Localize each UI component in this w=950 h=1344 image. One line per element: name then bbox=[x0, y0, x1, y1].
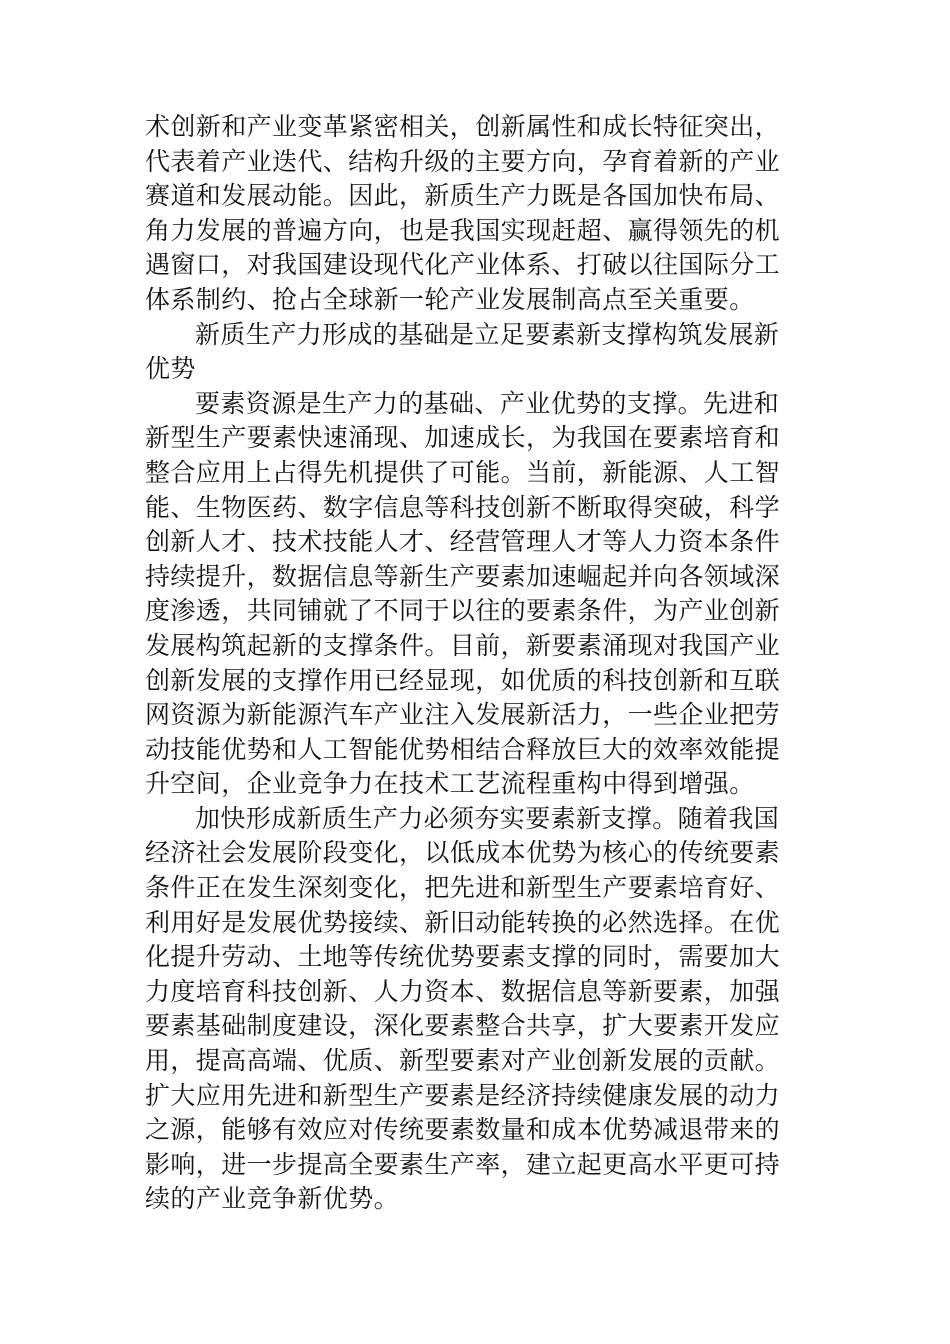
text-line: 力度培育科技创新、人力资本、数据信息等新要素，加强 bbox=[145, 976, 781, 1006]
text-line: 影响，进一步提高全要素生产率，建立起更高水平更可持 bbox=[145, 1149, 781, 1179]
text-line: 用，提高高端、优质、新型要素对产业创新发展的贡献。 bbox=[145, 1046, 781, 1076]
document-body bbox=[145, 110, 810, 1217]
text-line: 创新发展的支撑作用已经显现，如优质的科技创新和互联 bbox=[145, 665, 781, 695]
text-line: 持续提升，数据信息等新生产要素加速崛起并向各领域深 bbox=[145, 561, 781, 591]
text-line: 化提升劳动、土地等传统优势要素支撑的同时，需要加大 bbox=[145, 942, 781, 972]
paragraph-first-line: 加快形成新质生产力必须夯实要素新支撑。随着我国 bbox=[195, 803, 780, 833]
text-line: 角力发展的普遍方向，也是我国实现赶超、赢得领先的机 bbox=[145, 215, 781, 245]
text-line: 体系制约、抢占全球新一轮产业发展制高点至关重要。 bbox=[145, 284, 755, 314]
text-line: 优势 bbox=[145, 354, 196, 384]
text-line: 要素基础制度建设，深化要素整合共享，扩大要素开发应 bbox=[145, 1011, 781, 1041]
text-line: 度渗透，共同铺就了不同于以往的要素条件，为产业创新 bbox=[145, 596, 781, 626]
text-line: 赛道和发展动能。因此，新质生产力既是各国加快布局、 bbox=[145, 181, 781, 211]
text-line: 术创新和产业变革紧密相关，创新属性和成长特征突出， bbox=[145, 112, 781, 141]
text-line: 能、生物医药、数字信息等科技创新不断取得突破，科学 bbox=[145, 492, 781, 522]
text-line: 创新人才、技术技能人才、经营管理人才等人力资本条件 bbox=[145, 527, 781, 557]
text-line: 遇窗口，对我国建设现代化产业体系、打破以往国际分工 bbox=[145, 250, 781, 280]
text-line: 动技能优势和人工智能优势相结合释放巨大的效率效能提 bbox=[145, 734, 781, 764]
text-line: 利用好是发展优势接续、新旧动能转换的必然选择。在优 bbox=[145, 907, 781, 937]
text-line: 发展构筑起新的支撑条件。目前，新要素涌现对我国产业 bbox=[145, 630, 781, 660]
text-line: 网资源为新能源汽车产业注入发展新活力，一些企业把劳 bbox=[145, 700, 781, 730]
text-line: 扩大应用先进和新型生产要素是经济持续健康发展的动力 bbox=[145, 1080, 781, 1110]
text-line: 之源，能够有效应对传统要素数量和成本优势减退带来的 bbox=[145, 1115, 781, 1145]
text-line: 整合应用上占得先机提供了可能。当前，新能源、人工智 bbox=[145, 457, 781, 487]
text-line: 经济社会发展阶段变化，以低成本优势为核心的传统要素 bbox=[145, 838, 781, 868]
text-line: 续的产业竞争新优势。 bbox=[145, 1184, 400, 1214]
text-line: 条件正在发生深刻变化，把先进和新型生产要素培育好、 bbox=[145, 873, 781, 903]
text-line: 升空间，企业竞争力在技术工艺流程重构中得到增强。 bbox=[145, 769, 755, 799]
paragraph-first-line: 新质生产力形成的基础是立足要素新支撑构筑发展新 bbox=[195, 319, 780, 349]
text-line: 新型生产要素快速涌现、加速成长，为我国在要素培育和 bbox=[145, 423, 781, 453]
text-line: 代表着产业迭代、结构升级的主要方向，孕育着新的产业 bbox=[145, 146, 781, 176]
paragraph-first-line: 要素资源是生产力的基础、产业优势的支撑。先进和 bbox=[195, 388, 780, 418]
